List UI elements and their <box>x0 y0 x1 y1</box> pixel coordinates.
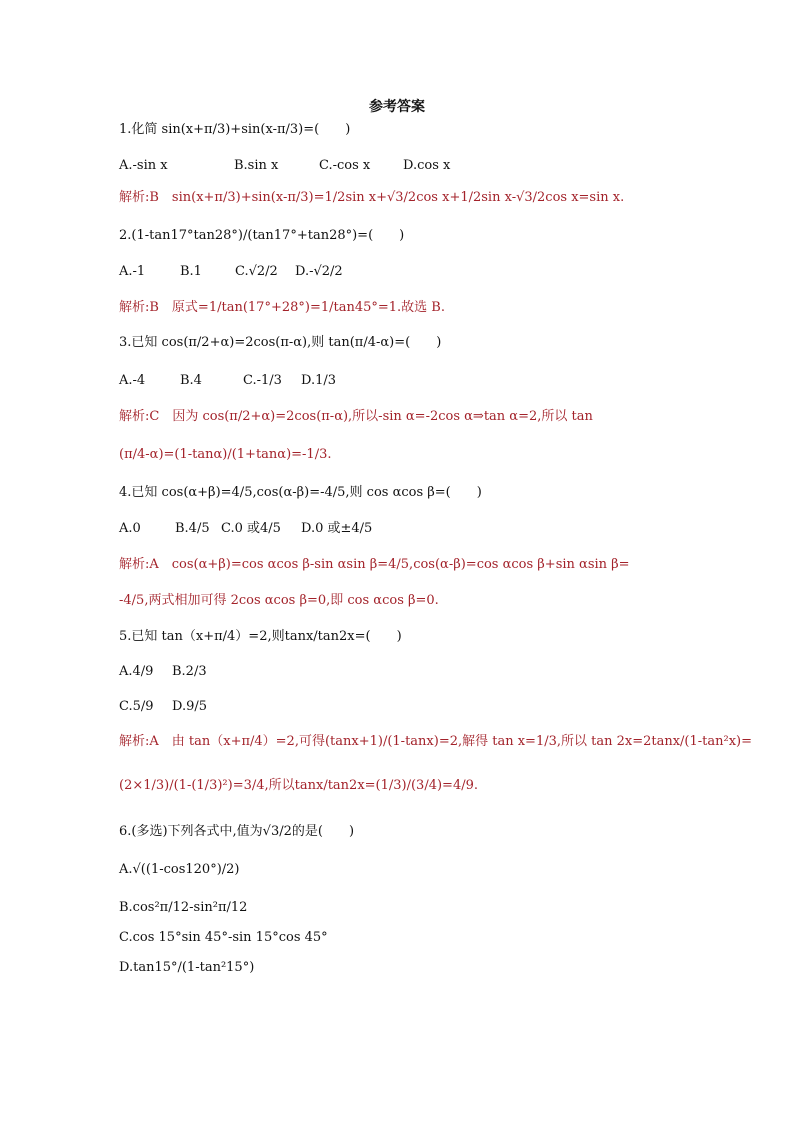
q1-analysis: 解析:B sin(x+π/3)+sin(x-π/3)=1/2sin x+√3/2cos x+1/2sin x-√3/2cos x=sin x. <box>119 190 625 205</box>
q1-option-b: B.sin x <box>234 158 279 173</box>
q1-option-d: D.cos x <box>403 158 451 173</box>
q2-options <box>119 262 343 282</box>
q6-option-b: B.cos²π/12-sin²π/12 <box>119 900 248 915</box>
q2-option-c: C.√2/2 <box>235 264 278 279</box>
q5-options-row2 <box>119 697 207 717</box>
q4-option-b: B.4/5 <box>175 521 210 536</box>
q5-option-b: B.2/3 <box>172 664 207 679</box>
q1-stem: 1.化简 sin(x+π/3)+sin(x-π/3)=( ) <box>119 122 351 137</box>
q3-option-a: A.-4 <box>119 373 146 388</box>
q4-analysis-line1: 解析:A cos(α+β)=cos αcos β-sin αsin β=4/5,cos(α-β)=cos αcos β+sin αsin β= <box>119 557 630 572</box>
q2-analysis: 解析:B 原式=1/tan(17°+28°)=1/tan45°=1.故选 B. <box>119 300 445 315</box>
q3-analysis-line2: (π/4-α)=(1-tanα)/(1+tanα)=-1/3. <box>119 447 332 462</box>
q2-option-a: A.-1 <box>119 264 146 279</box>
q3-option-d: D.1/3 <box>301 373 337 388</box>
q4-option-d: D.0 或±4/5 <box>301 521 373 536</box>
q2-stem: 2.(1-tan17°tan28°)/(tan17°+tan28°)=( ) <box>119 228 405 243</box>
q5-option-d: D.9/5 <box>172 699 208 714</box>
page-title: 参考答案 <box>369 99 425 115</box>
q5-stem: 5.已知 tan（x+π/4）=2,则tanx/tan2x=( ) <box>119 629 402 644</box>
q2-option-d: D.-√2/2 <box>295 264 343 279</box>
q1-option-a: A.-sin x <box>119 158 168 173</box>
q3-option-b: B.4 <box>180 373 202 388</box>
q1-options <box>119 156 450 176</box>
q4-stem: 4.已知 cos(α+β)=4/5,cos(α-β)=-4/5,则 cos αcos β=( ) <box>119 485 482 500</box>
q3-analysis-line1: 解析:C 因为 cos(π/2+α)=2cos(π-α),所以-sin α=-2cos α⇒tan α=2,所以 tan <box>119 409 593 424</box>
q5-option-c: C.5/9 <box>119 699 154 714</box>
q5-analysis-line1: 解析:A 由 tan（x+π/4）=2,可得(tanx+1)/(1-tanx)=2,解得 tan x=1/3,所以 tan 2x=2tanx/(1-tan²x)= <box>119 734 753 749</box>
q5-analysis-line2: (2×1/3)/(1-(1/3)²)=3/4,所以tanx/tan2x=(1/3)/(3/4)=4/9. <box>119 778 478 793</box>
q3-option-c: C.-1/3 <box>243 373 282 388</box>
q4-option-c: C.0 或4/5 <box>221 521 281 536</box>
q5-option-a: A.4/9 <box>119 664 154 679</box>
q6-option-a: A.√((1-cos120°)/2) <box>119 862 240 877</box>
q4-option-a: A.0 <box>119 521 141 536</box>
q4-analysis-line2: -4/5,两式相加可得 2cos αcos β=0,即 cos αcos β=0. <box>119 593 439 608</box>
q5-options-row1 <box>119 662 207 682</box>
q1-option-c: C.-cos x <box>319 158 371 173</box>
q6-option-d: D.tan15°/(1-tan²15°) <box>119 960 255 975</box>
q4-options <box>119 519 372 539</box>
q2-option-b: B.1 <box>180 264 202 279</box>
q3-stem: 3.已知 cos(π/2+α)=2cos(π-α),则 tan(π/4-α)=( ) <box>119 335 442 350</box>
q3-options <box>119 371 336 391</box>
q6-stem: 6.(多选)下列各式中,值为√3/2的是( ) <box>119 824 355 839</box>
q6-option-c: C.cos 15°sin 45°-sin 15°cos 45° <box>119 930 328 945</box>
